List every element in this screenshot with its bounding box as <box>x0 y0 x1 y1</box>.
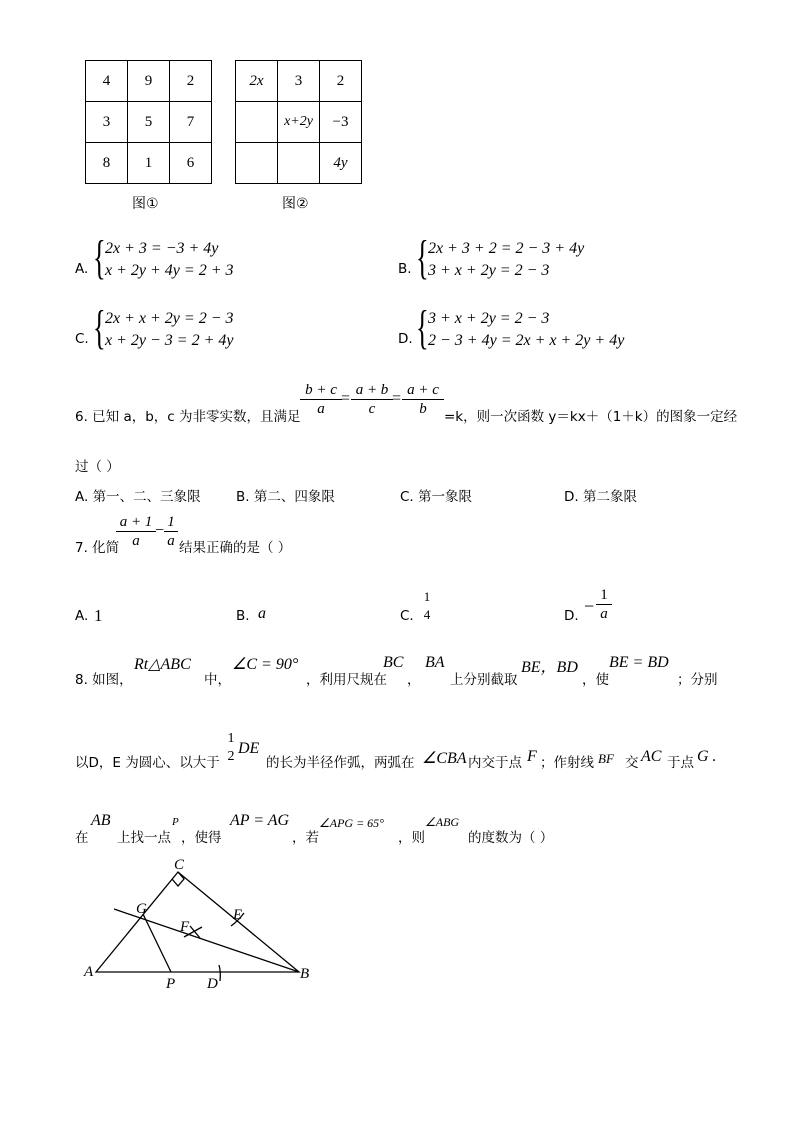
grid1-cell: 9 <box>128 61 170 102</box>
q7-suffix: 结果正确的是（ ） <box>179 540 292 556</box>
magic-square-2 <box>235 60 362 184</box>
grid2-caption: 图② <box>282 196 309 212</box>
q7-option-a-label: A. <box>75 608 89 624</box>
q6-fraction-2: $\frac{a + b}{c}$ <box>351 381 393 418</box>
q6-option-a: A. 第一、二、三象限 <box>75 489 201 505</box>
q8-text: 于点 <box>667 755 694 771</box>
q8-de: DE <box>238 740 260 757</box>
q6-fraction-1: $\frac{b + c}{a}$ <box>300 381 342 418</box>
q5-option-a-label: A. <box>75 261 89 277</box>
q7-option-d-fraction: $\frac{1}{a}$ <box>596 586 612 623</box>
q5-option-b-label: B. <box>398 261 412 277</box>
q8-period: . <box>712 748 716 765</box>
q8-g: G <box>697 748 709 765</box>
q7-option-b-label: B. <box>236 608 250 624</box>
q7-fraction-2: $\frac{1}{a}$ <box>164 513 178 550</box>
q8-text: 内交于点 <box>468 755 522 771</box>
q7-fraction-1: $\frac{a + 1}{a}$ <box>116 513 156 550</box>
q8-bc: BC <box>383 654 404 671</box>
q8-p: P <box>172 816 179 828</box>
grid1-cell: 4 <box>86 61 128 102</box>
q8-ap-eq-ag: AP = AG <box>230 812 290 829</box>
q5-c-eq2: x + 2y − 3 = 2 + 4y <box>105 332 234 349</box>
grid1-cell: 6 <box>170 143 212 184</box>
q8-text: 上找一点 <box>117 830 171 846</box>
q7-option-c-label: C. <box>400 608 414 624</box>
q8-angle-cba: ∠CBA <box>422 750 467 767</box>
q5-b-eq2: 3 + x + 2y = 2 − 3 <box>428 262 550 279</box>
grid1-cell: 2 <box>170 61 212 102</box>
q8-f: F <box>527 748 537 765</box>
q8-text: 交 <box>625 755 639 771</box>
q8-text: ，使 <box>582 672 609 688</box>
q6-fraction-3: $\frac{a + c}{b}$ <box>402 381 444 418</box>
label-g: G <box>136 901 147 917</box>
q8-text: ，则 <box>398 830 425 846</box>
q8-angle-abg: ∠ABG <box>425 815 460 829</box>
q5-option-c-label: C. <box>75 331 89 347</box>
q6-option-c: C. 第一象限 <box>400 489 473 505</box>
grid2-cell <box>236 102 278 143</box>
q6-line2: 过（ ） <box>75 459 120 475</box>
triangle-abc <box>96 872 299 972</box>
grid2-cell <box>278 143 320 184</box>
q8-text: 中， <box>204 672 231 688</box>
triangle-figure <box>80 855 320 995</box>
q8-triangle: Rt△ABC <box>134 656 191 673</box>
q8-text: ；分别 <box>677 672 718 688</box>
q6-option-b: B. 第二、四象限 <box>236 489 335 505</box>
label-p: P <box>166 976 176 992</box>
q6-equals-2: = <box>392 390 402 407</box>
label-f: F <box>180 919 190 935</box>
label-b: B <box>300 966 310 982</box>
grid2-cell: 4y <box>320 143 362 184</box>
grid1-cell: 7 <box>170 102 212 143</box>
segment-gp <box>143 914 171 972</box>
grid2-cell <box>236 143 278 184</box>
q8-half: 1 2 <box>227 731 235 764</box>
q8-text: 以D，E 为圆心、以大于 <box>75 755 220 771</box>
q5-a-eq1: 2x + 3 = −3 + 4y <box>105 240 219 257</box>
q8-ba: BA <box>425 654 445 671</box>
q8-ab: AB <box>91 812 111 829</box>
q8-ac: AC <box>641 748 662 765</box>
q8-text: ；作射线 <box>540 755 594 771</box>
q6-prefix: 6. 已知 a，b，c 为非零实数，且满足 <box>75 409 301 425</box>
q8-text: 的长为半径作弧，两弧在 <box>266 755 415 771</box>
q8-number: 8. 如图， <box>75 672 133 688</box>
q5-option-d-label: D. <box>398 331 413 347</box>
q8-text: 的度数为（ ） <box>468 830 554 846</box>
q8-text: 上分别截取 <box>450 672 518 688</box>
label-d: D <box>207 976 218 992</box>
q8-angle-c: ∠C = 90° <box>232 656 299 673</box>
q5-a-eq2: x + 2y + 4y = 2 + 3 <box>105 262 234 279</box>
q5-d-eq1: 3 + x + 2y = 2 − 3 <box>428 310 550 327</box>
grid2-cell: −3 <box>320 102 362 143</box>
q6-option-d: D. 第二象限 <box>564 489 637 505</box>
q7-minus: − <box>155 522 165 539</box>
magic-square-1 <box>85 60 212 184</box>
arc-mark-d <box>219 965 220 981</box>
q7-option-c-fraction: 1 4 <box>423 589 431 622</box>
q8-be-eq-bd: BE = BD <box>609 654 669 671</box>
q5-d-eq2: 2 − 3 + 4y = 2x + x + 2y + 4y <box>428 332 625 349</box>
grid1-cell: 3 <box>86 102 128 143</box>
q8-text: ， <box>407 672 421 688</box>
q7-option-a-value: 1 <box>94 606 103 625</box>
q8-text: ，利用尺规在 <box>306 672 387 688</box>
q8-text: 在 <box>75 830 89 846</box>
grid1-cell: 1 <box>128 143 170 184</box>
q5-b-eq1: 2x + 3 + 2 = 2 − 3 + 4y <box>428 240 585 257</box>
grid2-cell: 2x <box>236 61 278 102</box>
right-angle-mark <box>172 872 184 886</box>
grid2-cell: x+2y <box>278 102 320 143</box>
label-c: C <box>174 857 185 873</box>
q8-text: ，若 <box>292 830 319 846</box>
q7-number: 7. 化简 <box>75 540 120 556</box>
label-e: E <box>233 907 243 923</box>
q8-be-bd: BE，BD <box>521 659 578 676</box>
q8-text: ，使得 <box>181 830 222 846</box>
grid1-cell: 5 <box>128 102 170 143</box>
grid2-cell: 3 <box>278 61 320 102</box>
ray-bg <box>114 909 299 972</box>
grid2-cell: 2 <box>320 61 362 102</box>
q5-c-eq1: 2x + x + 2y = 2 − 3 <box>105 310 234 327</box>
q6-equals-1: = <box>341 390 351 407</box>
label-a: A <box>84 964 94 980</box>
q8-bf: BF <box>598 751 614 766</box>
q7-option-b-value: a <box>258 605 266 622</box>
grid1-cell: 8 <box>86 143 128 184</box>
q8-angle-apg: ∠APG = 65° <box>319 816 384 830</box>
q7-option-d-label: D. <box>564 608 579 624</box>
grid1-caption: 图① <box>132 196 159 212</box>
q6-suffix: =k，则一次函数 y＝kx＋（1＋k）的图象一定经 <box>444 409 738 425</box>
q7-option-d-sign: − <box>584 596 595 616</box>
